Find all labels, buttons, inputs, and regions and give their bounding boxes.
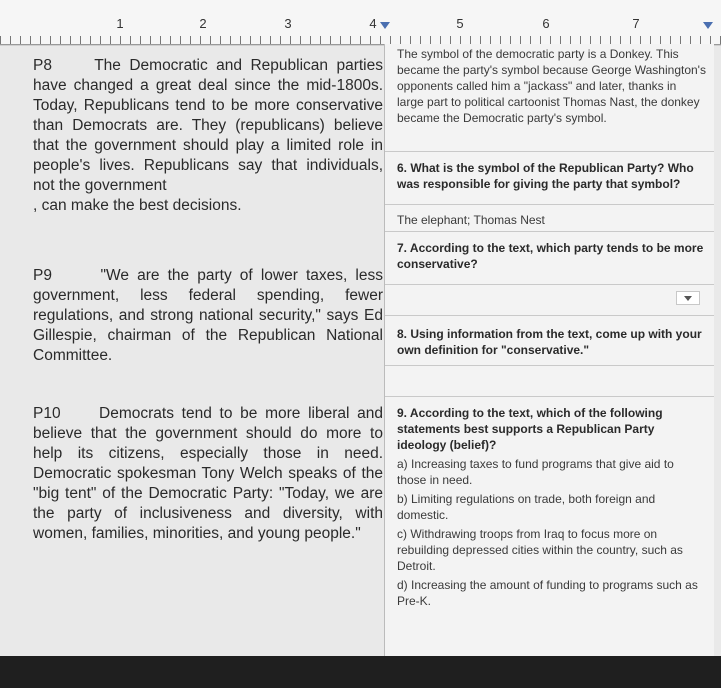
right-indent-marker-icon[interactable] xyxy=(703,22,713,29)
paragraph-text: Democrats tend to be more liberal and believe that the government should do more to help its citizens, especially those in need. Democratic spokesman Tony Welch speaks of the "big tent" of the Democratic Party: "Today, we are the party of inclusiveness and diversity, with women, families, minorities, and young people." xyxy=(33,405,383,542)
ruler-number: 7 xyxy=(632,16,640,31)
option-d[interactable]: d) Increasing the amount of funding to programs such as Pre-K. xyxy=(397,578,698,608)
paragraph-text-tail: , can make the best decisions. xyxy=(33,197,242,214)
table-cell-question xyxy=(385,397,714,656)
option-c[interactable]: c) Withdrawing troops from Iraq to focus more on rebuilding depressed cities within the country, such as Detroit. xyxy=(397,527,683,573)
ruler-number: 6 xyxy=(542,16,550,31)
dropdown-arrow-icon[interactable] xyxy=(676,291,700,305)
paragraph-number: P8 xyxy=(33,57,52,74)
paragraph-p10 xyxy=(33,404,383,544)
option-a[interactable]: a) Increasing taxes to fund programs that give aid to those in need. xyxy=(397,457,674,487)
question-6: 6. What is the symbol of the Republican Party? Who was responsible for giving the party that symbol? xyxy=(397,161,694,191)
question-table xyxy=(384,44,714,656)
table-cell-answer[interactable] xyxy=(385,366,714,397)
paragraph-number: P10 xyxy=(33,405,61,422)
ruler-number: 5 xyxy=(456,16,464,31)
table-cell-question xyxy=(385,152,714,205)
table-cell-info xyxy=(385,44,714,152)
paragraph-text: "We are the party of lower taxes, less government, less federal spending, fewer regulations, and strong national security," says Ed Gillespie, chairman of the Republican National Committee. xyxy=(33,267,383,364)
paragraph-number: P9 xyxy=(33,267,52,284)
ruler-number: 3 xyxy=(284,16,292,31)
paragraph-p9 xyxy=(33,266,383,366)
ruler-number: 4 xyxy=(369,16,377,31)
paragraph-text: The Democratic and Republican parties have changed a great deal since the mid-1800s. Today, Republicans tend to be more conservative than Democrats are. They (republicans) believe that the government should play a limited role in people's lives. Republicans say that individuals, not the government xyxy=(33,57,383,194)
ruler xyxy=(0,0,721,46)
ruler-number: 2 xyxy=(199,16,207,31)
table-cell-question xyxy=(385,232,714,285)
question-8: 8. Using information from the text, come up with your own definition for "conservative." xyxy=(397,327,702,357)
bottom-bar xyxy=(0,656,721,688)
table-cell-question xyxy=(385,316,714,366)
question-9: 9. According to the text, which of the following statements best supports a Republican Party ideology (belief)? xyxy=(397,406,663,452)
indent-marker-icon[interactable] xyxy=(380,22,390,29)
table-cell-answer[interactable] xyxy=(385,205,714,232)
option-b[interactable]: b) Limiting regulations on trade, both foreign and domestic. xyxy=(397,492,656,522)
paragraph-p8 xyxy=(33,56,383,216)
question-7: 7. According to the text, which party tends to be more conservative? xyxy=(397,241,704,271)
ruler-number: 1 xyxy=(116,16,124,31)
answer-6[interactable]: The elephant; Thomas Nest xyxy=(397,213,545,227)
info-text: The symbol of the democratic party is a Donkey. This became the party's symbol because George Washington's opponents called him a "jackass" and later, thanks in large part to political cartoonist Thomas Nast, the donkey became the Democratic party's symbol. xyxy=(397,47,706,125)
table-cell-answer[interactable] xyxy=(385,285,714,316)
